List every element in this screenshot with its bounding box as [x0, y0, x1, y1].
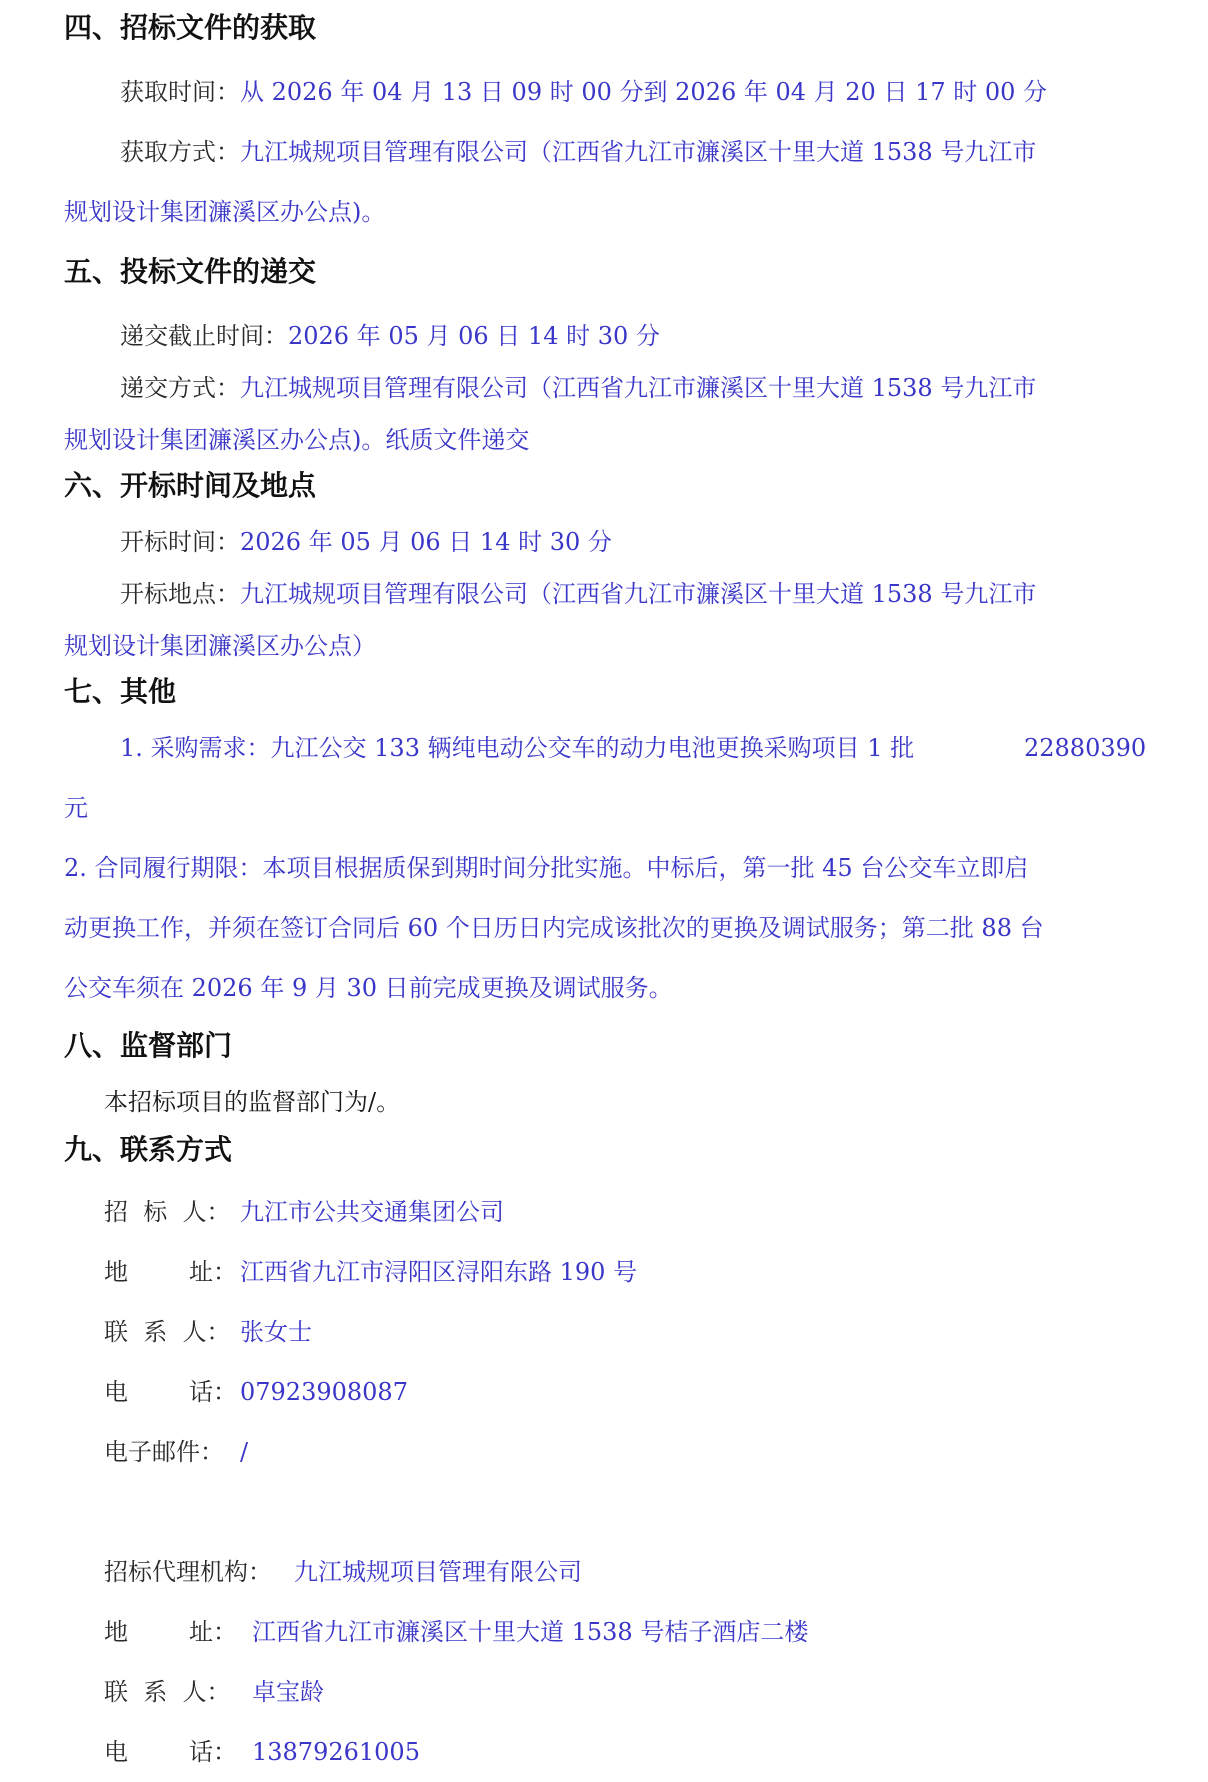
opening-place-value: 九江城规项目管理有限公司（江西省九江市濂溪区十里大道 1538 号九江市	[240, 580, 1037, 608]
opening-time-value: 2026 年 05 月 06 日 14 时 30 分	[240, 528, 612, 556]
tenderer-row	[104, 1196, 504, 1228]
section-5-heading: 五、投标文件的递交	[64, 255, 317, 288]
procurement-need-text: 1. 采购需求：九江公交 133 辆纯电动公交车的动力电池更换采购项目 1 批	[120, 734, 915, 762]
section-7-heading: 七、其他	[64, 675, 177, 708]
tenderer-phone-row	[104, 1376, 408, 1408]
submit-deadline-value: 2026 年 05 月 06 日 14 时 30 分	[288, 322, 660, 350]
submit-method-value-cont: 规划设计集团濂溪区办公点)。纸质文件递交	[64, 426, 530, 454]
agency-contact-row	[104, 1676, 324, 1708]
acquire-time-value: 从 2026 年 04 月 13 日 09 时 00 分到 2026 年 04 月 20 日 17 时 00 分	[240, 78, 1048, 106]
section-4-heading: 四、招标文件的获取	[64, 11, 317, 44]
procurement-amount-unit: 元	[64, 794, 88, 822]
submit-deadline-row	[120, 320, 660, 352]
section-8-heading: 八、监督部门	[64, 1029, 233, 1062]
acquire-method-label: 获取方式：	[120, 138, 240, 166]
section-9-heading: 九、联系方式	[64, 1133, 233, 1166]
tenderer-contact-value: 张女士	[240, 1318, 312, 1346]
agency-phone-value: 13879261005	[252, 1738, 420, 1766]
contract-term-line-3: 公交车须在 2026 年 9 月 30 日前完成更换及调试服务。	[64, 974, 673, 1002]
acquire-time-label: 获取时间：	[120, 78, 240, 106]
submit-method-value: 九江城规项目管理有限公司（江西省九江市濂溪区十里大道 1538 号九江市	[240, 374, 1037, 402]
supervision-text: 本招标项目的监督部门为/。	[104, 1088, 401, 1116]
submit-deadline-label: 递交截止时间：	[120, 322, 288, 350]
opening-place-value-cont: 规划设计集团濂溪区办公点）	[64, 632, 376, 660]
acquire-time-row	[120, 76, 1047, 108]
agency-row	[104, 1556, 582, 1588]
tenderer-contact-row	[104, 1316, 312, 1348]
acquire-method-row	[120, 136, 1036, 168]
tenderer-contact-label: 联 系 人：	[104, 1318, 231, 1346]
contract-term-line-1: 2. 合同履行期限：本项目根据质保到期时间分批实施。中标后，第一批 45 台公交车立即启	[64, 854, 1029, 882]
tenderer-value: 九江市公共交通集团公司	[240, 1198, 504, 1226]
submit-method-row	[120, 372, 1036, 404]
agency-address-label: 地 址：	[104, 1618, 238, 1646]
tenderer-email-value: /	[240, 1438, 249, 1466]
acquire-method-value: 九江城规项目管理有限公司（江西省九江市濂溪区十里大道 1538 号九江市	[240, 138, 1037, 166]
tenderer-email-row	[104, 1436, 248, 1468]
agency-phone-row	[104, 1736, 420, 1768]
tenderer-phone-value: 07923908087	[240, 1378, 408, 1406]
agency-address-value: 江西省九江市濂溪区十里大道 1538 号桔子酒店二楼	[252, 1618, 809, 1646]
opening-time-row	[120, 526, 612, 558]
opening-place-row	[120, 578, 1036, 610]
tenderer-address-value: 江西省九江市浔阳区浔阳东路 190 号	[240, 1258, 638, 1286]
opening-time-label: 开标时间：	[120, 528, 240, 556]
submit-method-label: 递交方式：	[120, 374, 240, 402]
tenderer-address-label: 地 址：	[104, 1258, 238, 1286]
agency-phone-label: 电 话：	[104, 1738, 238, 1766]
tenderer-email-label: 电子邮件：	[104, 1438, 224, 1466]
agency-label: 招标代理机构：	[104, 1558, 272, 1586]
tenderer-address-row	[104, 1256, 637, 1288]
contract-term-line-2: 动更换工作，并须在签订合同后 60 个日历日内完成该批次的更换及调试服务；第二批 88 台	[64, 914, 1044, 942]
section-6-heading: 六、开标时间及地点	[64, 469, 317, 502]
tenderer-phone-label: 电 话：	[104, 1378, 238, 1406]
agency-contact-value: 卓宝龄	[252, 1678, 324, 1706]
agency-contact-label: 联 系 人：	[104, 1678, 231, 1706]
agency-value: 九江城规项目管理有限公司	[294, 1558, 582, 1586]
opening-place-label: 开标地点：	[120, 580, 240, 608]
agency-address-row	[104, 1616, 808, 1648]
tenderer-label: 招 标 人：	[104, 1198, 231, 1226]
acquire-method-value-cont: 规划设计集团濂溪区办公点)。	[64, 198, 386, 226]
procurement-amount: 22880390	[1024, 734, 1147, 762]
